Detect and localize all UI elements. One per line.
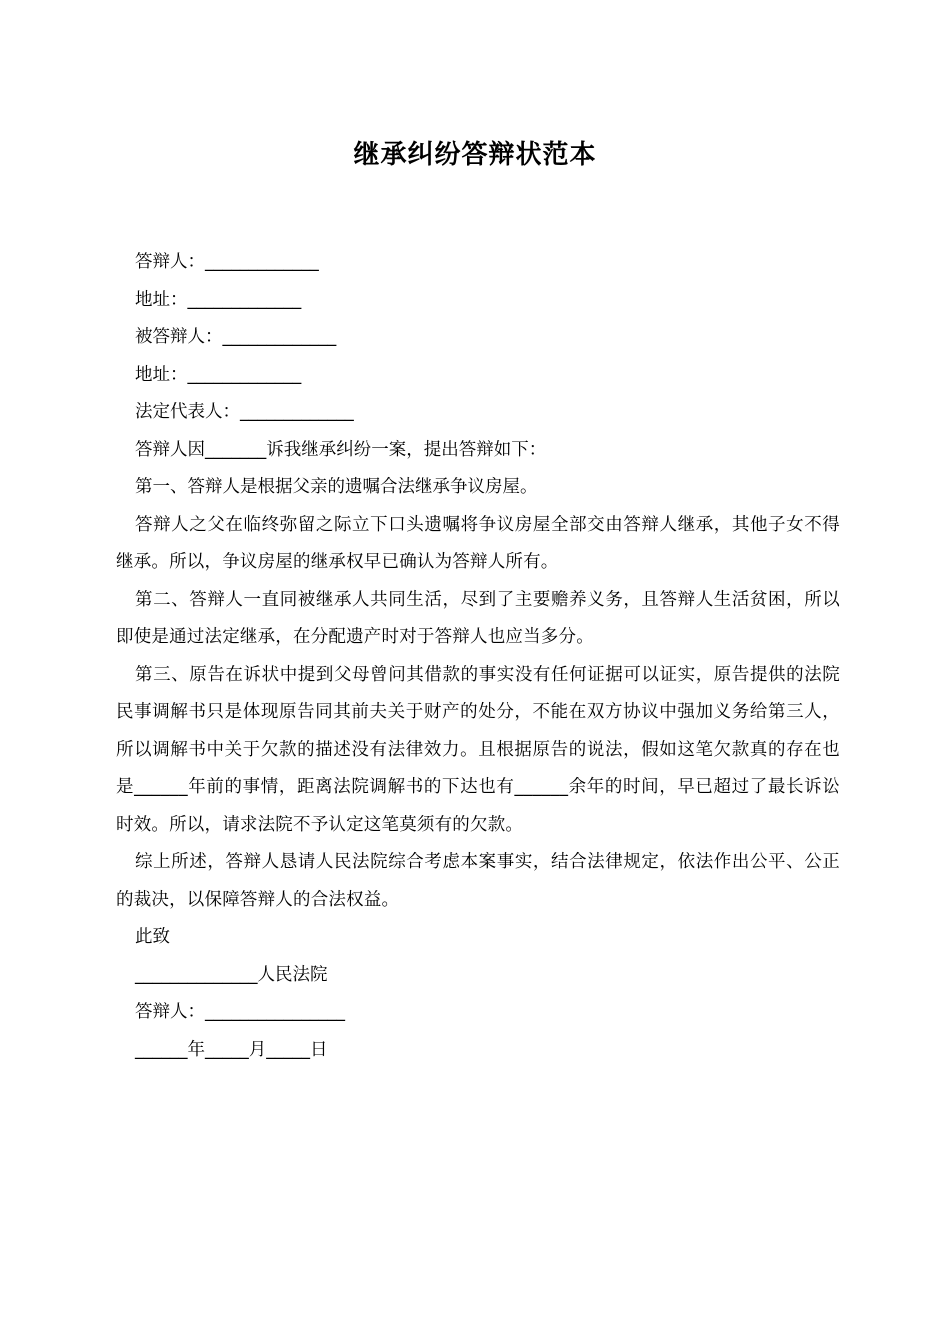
document-body	[116, 244, 840, 1069]
intro-line: 答辩人因_______诉我继承纠纷一案，提出答辩如下：	[135, 439, 547, 460]
document-title: 继承纠纷答辩状范本	[353, 140, 597, 170]
will-explanation-paragraph: 答辩人之父在临终弥留之际立下口头遗嘱将争议房屋全部交由答辩人继承，其他子女不得继承。所以，争议房屋的继承权早已确认为答辩人所有。	[116, 514, 840, 572]
respondent-address-line: 地址：_____________	[135, 289, 302, 310]
respondent-line: 答辩人：_____________	[135, 252, 319, 272]
plaintiff-line: 被答辩人：_____________	[135, 327, 337, 347]
court-line: ______________人民法院	[135, 964, 328, 985]
date-line: ______年_____月_____日	[135, 1039, 328, 1060]
conclusion-paragraph: 综上所述，答辩人恳请人民法院综合考虑本案事实，结合法律规定，依法作出公平、公正的裁决，以保障答辩人的合法权益。	[116, 852, 840, 910]
point-two-paragraph: 第二、答辩人一直同被继承人共同生活，尽到了主要赡养义务，且答辩人生活贫困，所以即使是通过法定继承，在分配遗产时对于答辩人也应当多分。	[116, 589, 840, 647]
signature-line: 答辩人：________________	[135, 1002, 345, 1022]
point-three-paragraph: 第三、原告在诉状中提到父母曾问其借款的事实没有任何证据可以证实，原告提供的法院民事调解书只是体现原告同其前夫关于财产的处分，不能在双方协议中强加义务给第三人，所以调解书中关于欠款的描述没有法律效力。且根据原告的说法，假如这笔欠款真的存在也是______年前的事情，距离法院调解书的下达也有______余年的时间，早已超过了最长诉讼时效。所以，请求法院不予认定这笔莫须有的欠款。	[116, 664, 840, 835]
legal-representative-line: 法定代表人：_____________	[135, 402, 354, 422]
salutation-line: 此致	[135, 927, 170, 947]
point-one-line: 第一、答辩人是根据父亲的遗嘱合法继承争议房屋。	[135, 477, 538, 497]
plaintiff-address-line: 地址：_____________	[135, 364, 302, 385]
